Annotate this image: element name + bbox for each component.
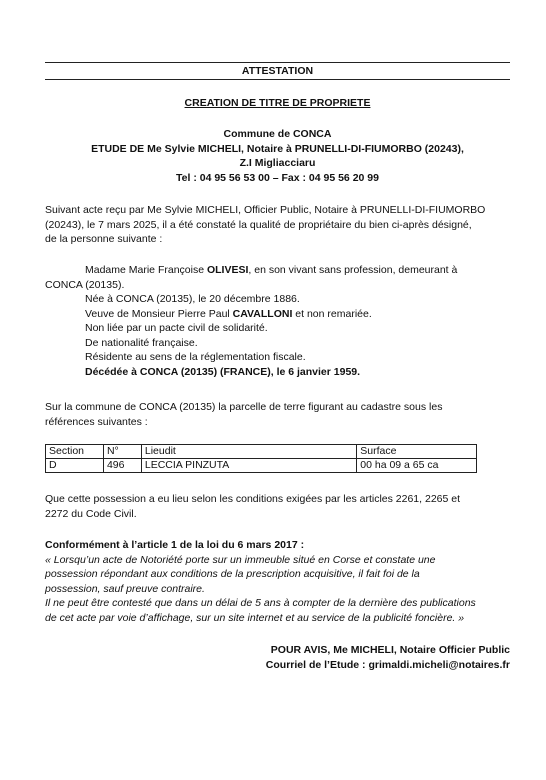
- cadastre-table-wrapper: [45, 444, 510, 473]
- person-residence: Résidente au sens de la réglementation fiscale.: [85, 351, 306, 363]
- person-text: Veuve de Monsieur Pierre Paul: [85, 307, 233, 320]
- parcel-intro-line: références suivantes :: [45, 415, 148, 428]
- office-address: Z.I Migliacciaru: [239, 157, 316, 169]
- table-cell-section: D: [46, 459, 104, 473]
- office-etude: ETUDE DE Me Sylvie MICHELI, Notaire à PRUNELLI-DI-FIUMORBO (20243),: [91, 142, 464, 155]
- parcel-intro: [45, 400, 510, 429]
- person-text: et non remariée.: [292, 307, 372, 320]
- intro-line: de la personne suivante :: [45, 233, 163, 245]
- person-widow: [45, 307, 510, 322]
- document-title: ATTESTATION: [45, 62, 510, 80]
- office-phones: Tel : 04 95 56 53 00 – Fax : 04 95 56 20 99: [176, 171, 379, 184]
- cadastre-table: [45, 444, 477, 473]
- office-commune: Commune de CONCA: [223, 128, 332, 140]
- law-quote-line: possession répondant aux conditions de la prescription acquisitive, il fait foi de la: [45, 568, 420, 580]
- intro-line: Suivant acte reçu par Me Sylvie MICHELI, Officier Public, Notaire à PRUNELLI-DI-FIUMORBO: [45, 204, 486, 216]
- person-birth: Née à CONCA (20135), le 20 décembre 1886.: [85, 293, 300, 305]
- table-row: [46, 459, 477, 473]
- document-subtitle: CREATION DE TITRE DE PROPRIETE: [184, 97, 371, 109]
- person-line: [45, 263, 510, 278]
- footer-block: [45, 643, 510, 672]
- person-pacs: Non liée par un pacte civil de solidarité.: [85, 322, 268, 334]
- intro-paragraph: [45, 203, 510, 247]
- table-cell-surface: 00 ha 09 a 65 ca: [357, 459, 477, 473]
- parcel-intro-line: Sur la commune de CONCA (20135) la parcelle de terre figurant au cadastre sous les: [45, 401, 443, 413]
- spouse-surname: CAVALLONI: [232, 307, 293, 320]
- person-line: CONCA (20135).: [45, 278, 125, 291]
- law-quote-line: possession, sauf preuve contraire.: [45, 582, 205, 595]
- law-heading: Conformément à l’article 1 de la loi du 6 mars 2017 :: [45, 539, 305, 551]
- person-text: Madame Marie Françoise: [85, 264, 207, 276]
- footer-notice: POUR AVIS, Me MICHELI, Notaire Officier Public: [270, 644, 510, 656]
- table-cell-number: 496: [103, 459, 141, 473]
- person-surname: OLIVESI: [206, 264, 249, 276]
- law-quote-line: Il ne peut être contesté que dans un délai de 5 ans à compter de la dernière des publications: [45, 597, 476, 609]
- table-header-cell: Surface: [357, 445, 477, 459]
- law-quote-line: « Lorsqu’un acte de Notoriété porte sur un immeuble situé en Corse et constate une: [45, 553, 436, 566]
- footer-email: Courriel de l’Etude : grimaldi.micheli@notaires.fr: [265, 658, 510, 671]
- possession-paragraph: [45, 492, 510, 521]
- person-nationality: De nationalité française.: [85, 336, 198, 349]
- law-quote-line: de cet acte par voie d’affichage, sur un site internet et au service de la publicité foncière. »: [45, 611, 465, 624]
- law-section: [45, 538, 510, 625]
- person-text: , en son vivant sans profession, demeurant à: [248, 264, 458, 276]
- table-header-row: [46, 445, 477, 459]
- table-header-cell: Section: [46, 445, 104, 459]
- intro-line: (20243), le 7 mars 2025, il a été constaté la qualité de propriétaire du bien ci-après désigné,: [45, 218, 472, 231]
- office-block: [45, 127, 510, 185]
- person-death: Décédée à CONCA (20135) (FRANCE), le 6 janvier 1959.: [85, 365, 361, 378]
- person-paragraph: [45, 263, 510, 379]
- table-header-cell: Lieudit: [141, 445, 356, 459]
- table-header-cell: N°: [103, 445, 141, 459]
- table-cell-lieudit: LECCIA PINZUTA: [141, 459, 356, 473]
- possession-line: Que cette possession a eu lieu selon les conditions exigées par les articles 2261, 2265 et: [45, 493, 461, 505]
- possession-line: 2272 du Code Civil.: [45, 507, 137, 520]
